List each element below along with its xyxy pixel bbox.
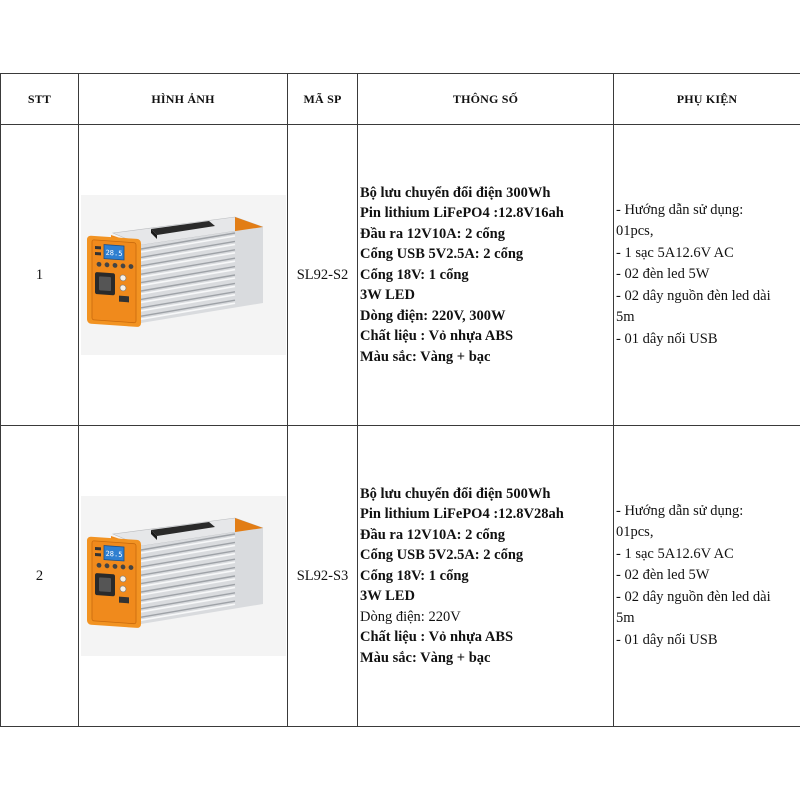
accessory-line: 5m: [616, 309, 635, 326]
accessory-line: - 1 sạc 5A12.6V AC: [616, 244, 734, 261]
table-header-row: [1, 74, 800, 125]
header-image: HÌNH ẢNH: [79, 74, 288, 125]
accessory-line: - Hướng dẫn sử dụng:: [616, 502, 744, 519]
accessory-line: - 01 dây nối USB: [616, 631, 718, 648]
spec-line: Chất liệu : Vỏ nhựa ABS: [360, 629, 514, 646]
product-image-cell: [79, 125, 288, 426]
accessory-line: - 02 dây nguồn đèn led dài: [616, 287, 771, 304]
spec-line: Dòng điện: 220V, 300W: [360, 307, 506, 324]
spec-line: Pin lithium LiFePO4 :12.8V28ah: [360, 506, 564, 523]
power-station-photo: [81, 496, 286, 656]
accessory-line: 01pcs,: [616, 223, 654, 240]
accessory-line: - 01 dây nối USB: [616, 330, 718, 347]
spec-line: Bộ lưu chuyển đổi điện 500Wh: [360, 485, 551, 502]
spec-line: Đầu ra 12V10A: 2 cổng: [360, 526, 505, 543]
spec-line: Màu sắc: Vàng + bạc: [360, 649, 491, 666]
spec-line: Màu sắc: Vàng + bạc: [360, 348, 491, 365]
lcd-readout: 28.5: [105, 549, 122, 559]
product-spec-table: [0, 73, 800, 727]
accessories-cell: [614, 125, 800, 426]
lcd-readout: 28.5: [105, 248, 122, 258]
spec-cell: [358, 125, 614, 426]
spec-line: Bộ lưu chuyển đổi điện 300Wh: [360, 184, 551, 201]
accessory-line: - 02 dây nguồn đèn led dài: [616, 588, 771, 605]
accessory-line: - 02 đèn led 5W: [616, 266, 710, 283]
spec-line: Chất liệu : Vỏ nhựa ABS: [360, 328, 514, 345]
product-code: SL92-S3: [288, 426, 358, 727]
accessory-line: - 1 sạc 5A12.6V AC: [616, 545, 734, 562]
spec-line: 3W LED: [360, 588, 415, 605]
spec-line: Pin lithium LiFePO4 :12.8V16ah: [360, 205, 564, 222]
spec-line: Cổng USB 5V2.5A: 2 cổng: [360, 547, 524, 564]
accessory-line: - Hướng dẫn sử dụng:: [616, 201, 744, 218]
accessory-line: 5m: [616, 610, 635, 627]
table-row: [1, 426, 800, 727]
accessory-line: - 02 đèn led 5W: [616, 567, 710, 584]
product-code: SL92-S2: [288, 125, 358, 426]
accessory-line: 01pcs,: [616, 524, 654, 541]
spec-line: 3W LED: [360, 287, 415, 304]
table-row: [1, 125, 800, 426]
header-code: MÃ SP: [288, 74, 358, 125]
spec-line: Cổng USB 5V2.5A: 2 cổng: [360, 246, 524, 263]
header-specs: THÔNG SỐ: [358, 74, 614, 125]
row-number: 2: [1, 426, 79, 727]
power-station-photo: [81, 195, 286, 355]
accessories-cell: [614, 426, 800, 727]
spec-line: Cổng 18V: 1 cổng: [360, 567, 469, 584]
header-stt: STT: [1, 74, 79, 125]
header-accessories: PHỤ KIỆN: [614, 74, 800, 125]
spec-line: Dòng điện: 220V: [360, 608, 461, 625]
spec-line: Cổng 18V: 1 cổng: [360, 266, 469, 283]
spec-line: Đầu ra 12V10A: 2 cổng: [360, 225, 505, 242]
spec-cell: [358, 426, 614, 727]
row-number: 1: [1, 125, 79, 426]
product-image-cell: [79, 426, 288, 727]
